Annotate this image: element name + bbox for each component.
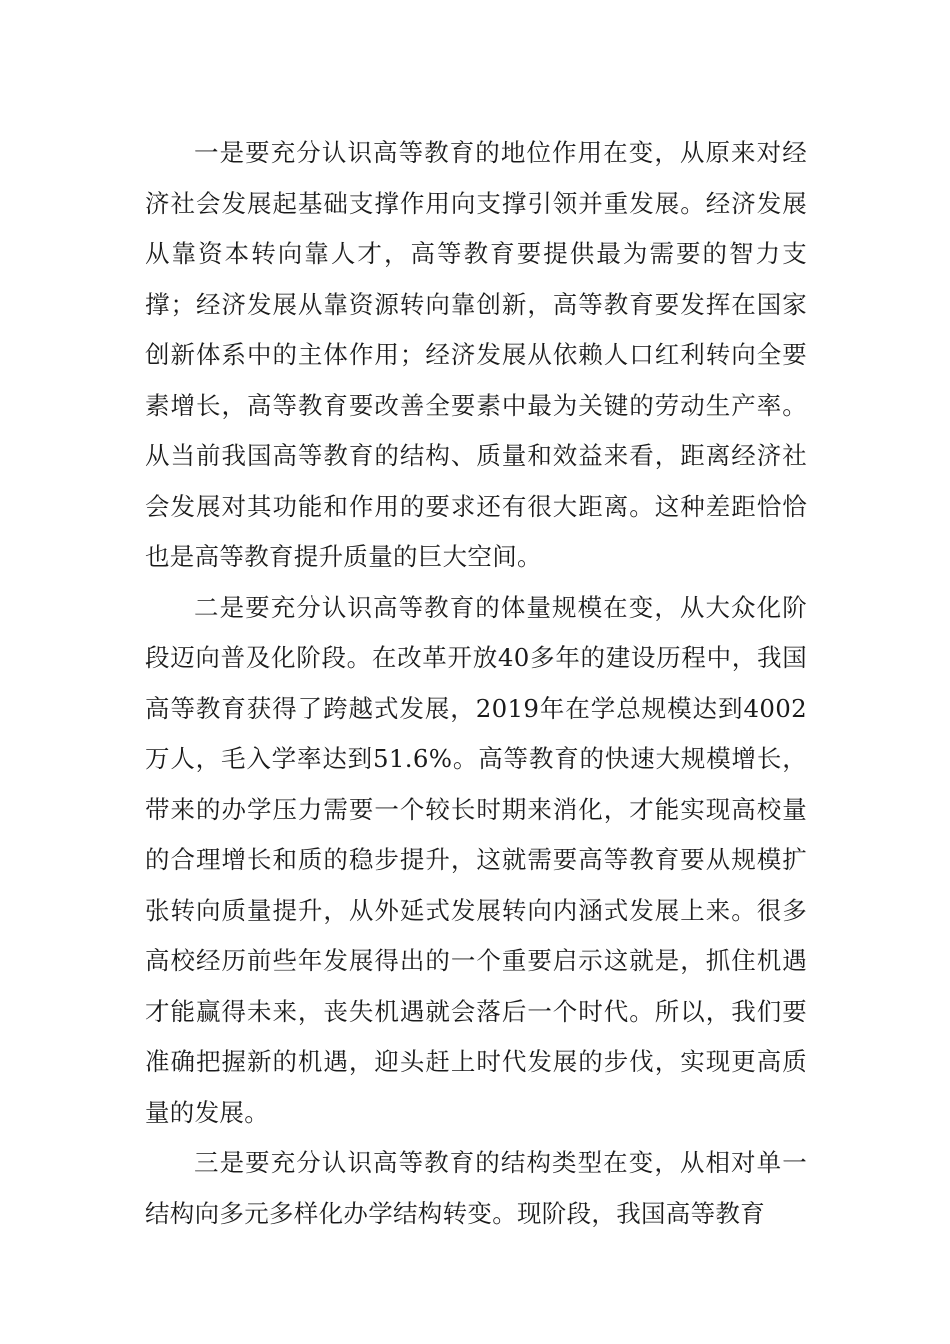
paragraph-2: 二是要充分认识高等教育的体量规模在变，从大众化阶段迈向普及化阶段。在改革开放40多年的建设历程中，我国高等教育获得了跨越式发展，2019年在学总规模达到4002万人，毛入学率达到51.6%。高等教育的快速大规模增长，带来的办学压力需要一个较长时期来消化，才能实现高校量的合理增长和质的稳步提升，这就需要高等教育要从规模扩张转向质量提升，从外延式发展转向内涵式发展上来。很多高校经历前些年发展得出的一个重要启示这就是，抓住机遇才能赢得未来，丧失机遇就会落后一个时代。所以，我们要准确把握新的机遇，迎头赶上时代发展的步伐，实现更高质量的发展。 [145, 592, 807, 1127]
paragraph-1: 一是要充分认识高等教育的地位作用在变，从原来对经济社会发展起基础支撑作用向支撑引领并重发展。经济发展从靠资本转向靠人才，高等教育要提供最为需要的智力支撑；经济发展从靠资源转向靠创新，高等教育要发挥在国家创新体系中的主体作用；经济发展从依赖人口红利转向全要素增长，高等教育要改善全要素中最为关键的劳动生产率。从当前我国高等教育的结构、质量和效益来看，距离经济社会发展对其功能和作用的要求还有很大距离。这种差距恰恰也是高等教育提升质量的巨大空间。 [145, 138, 807, 571]
paragraph-3: 三是要充分认识高等教育的结构类型在变，从相对单一结构向多元多样化办学结构转变。现阶段，我国高等教育 [145, 1148, 807, 1228]
document-body [145, 128, 807, 1239]
